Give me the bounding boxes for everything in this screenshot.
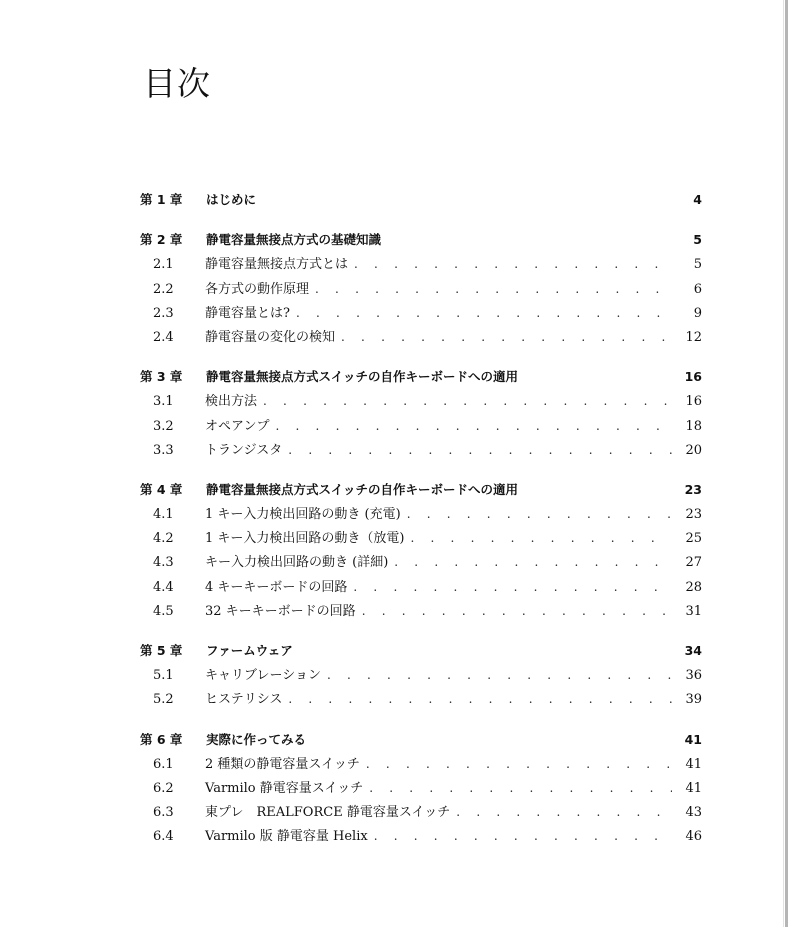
section-title: 2 種類の静電容量スイッチ (205, 756, 360, 772)
chapter-page-number: 41 (684, 731, 702, 747)
dot-leader (263, 389, 672, 413)
toc-chapter-entry[interactable] (140, 639, 702, 663)
toc-section-entry[interactable] (140, 438, 702, 462)
toc-chapter (140, 228, 702, 349)
dot-leader (374, 824, 672, 848)
section-title: キャリブレーション (205, 668, 321, 684)
section-page-number: 12 (685, 329, 702, 345)
section-title: キー入力検出回路の動き (詳細) (205, 555, 389, 571)
section-number: 6.3 (153, 805, 174, 821)
toc-section-entry[interactable] (140, 414, 702, 438)
section-page-number: 23 (685, 507, 702, 523)
chapter-number: 第 2 章 (140, 232, 183, 248)
chapter-page-number: 4 (693, 192, 702, 207)
section-title: 1 キー入力検出回路の動き（放電) (205, 531, 405, 547)
dot-leader (354, 252, 672, 276)
section-number: 2.4 (153, 329, 174, 345)
section-page-number: 41 (685, 780, 702, 796)
toc-section-entry[interactable] (140, 752, 702, 776)
section-page-number: 36 (685, 668, 702, 684)
section-title: ヒステリシス (205, 692, 283, 708)
toc-section-entry[interactable] (140, 325, 702, 349)
section-page-number: 31 (685, 603, 702, 619)
toc-title: 目次 (143, 64, 211, 103)
section-page-number: 28 (685, 579, 702, 595)
chapter-number: 第 6 章 (140, 731, 183, 747)
chapter-page-number: 23 (684, 481, 702, 497)
dot-leader (353, 575, 672, 599)
dot-leader (275, 414, 672, 438)
section-number: 2.1 (153, 257, 174, 273)
section-number: 3.2 (153, 418, 174, 434)
section-title: 4 キーキーボードの回路 (205, 579, 348, 595)
section-number: 4.4 (153, 579, 174, 595)
section-page-number: 6 (693, 281, 702, 297)
section-number: 5.2 (153, 692, 174, 708)
section-number: 5.1 (153, 668, 174, 684)
section-page-number: 27 (685, 555, 702, 571)
section-title: 静電容量とは? (205, 305, 290, 321)
dot-leader (394, 550, 672, 574)
chapter-title: 実際に作ってみる (206, 731, 307, 747)
section-title: 静電容量無接点方式とは (205, 257, 349, 273)
section-title: Varmilo 版 静電容量 Helix (205, 829, 368, 845)
section-title: 各方式の動作原理 (205, 281, 310, 297)
section-page-number: 46 (685, 829, 702, 845)
dot-leader (410, 526, 672, 550)
chapter-page-number: 34 (684, 643, 702, 658)
section-page-number: 39 (685, 692, 702, 708)
section-title: 検出方法 (205, 394, 258, 410)
dot-leader (288, 687, 672, 711)
chapter-title: はじめに (206, 192, 257, 207)
chapter-number: 第 4 章 (140, 481, 183, 497)
toc-chapter (140, 728, 702, 849)
section-number: 4.2 (153, 531, 174, 547)
chapter-title: 静電容量無接点方式の基礎知識 (206, 232, 382, 248)
section-page-number: 20 (685, 442, 702, 458)
toc-section-entry[interactable] (140, 252, 702, 276)
toc-section-entry[interactable] (140, 663, 702, 687)
section-number: 4.3 (153, 555, 174, 571)
section-title: トランジスタ (205, 442, 283, 458)
dot-leader (407, 502, 672, 526)
toc-chapter (140, 365, 702, 462)
section-page-number: 16 (685, 394, 702, 410)
toc-section-entry[interactable] (140, 599, 702, 623)
toc-chapter-entry[interactable] (140, 728, 702, 752)
dot-leader (456, 800, 672, 824)
table-of-contents (140, 188, 702, 865)
section-page-number: 43 (685, 805, 702, 821)
chapter-title: ファームウェア (206, 643, 293, 658)
dot-leader (366, 752, 672, 776)
section-page-number: 5 (693, 257, 702, 273)
toc-section-entry[interactable] (140, 776, 702, 800)
toc-chapter-entry[interactable] (140, 188, 702, 212)
toc-section-entry[interactable] (140, 575, 702, 599)
section-number: 2.3 (153, 305, 174, 321)
section-number: 6.1 (153, 756, 174, 772)
section-title: オペアンプ (205, 418, 270, 434)
dot-leader (341, 325, 672, 349)
dot-leader (315, 277, 672, 301)
section-title: 静電容量の変化の検知 (205, 329, 336, 345)
chapter-page-number: 16 (684, 369, 702, 385)
section-number: 4.5 (153, 603, 174, 619)
section-title: Varmilo 静電容量スイッチ (205, 780, 364, 796)
toc-section-entry[interactable] (140, 301, 702, 325)
chapter-title: 静電容量無接点方式スイッチの自作キーボードへの適用 (206, 481, 519, 497)
section-page-number: 25 (685, 531, 702, 547)
chapter-number: 第 1 章 (140, 192, 183, 207)
toc-section-entry[interactable] (140, 824, 702, 848)
section-number: 4.1 (153, 507, 174, 523)
section-number: 6.2 (153, 780, 174, 796)
section-page-number: 18 (685, 418, 702, 434)
chapter-number: 第 3 章 (140, 369, 183, 385)
chapter-number: 第 5 章 (140, 643, 183, 658)
section-number: 3.3 (153, 442, 174, 458)
dot-leader (369, 776, 672, 800)
dot-leader (296, 301, 672, 325)
toc-chapter-entry[interactable] (140, 478, 702, 502)
toc-section-entry[interactable] (140, 389, 702, 413)
chapter-page-number: 5 (693, 232, 702, 248)
toc-chapter-entry[interactable] (140, 228, 702, 252)
section-number: 3.1 (153, 394, 174, 410)
toc-section-entry[interactable] (140, 800, 702, 824)
toc-section-entry[interactable] (140, 687, 702, 711)
toc-chapter (140, 188, 702, 212)
section-title: 32 キーキーボードの回路 (205, 603, 356, 619)
toc-chapter-entry[interactable] (140, 365, 702, 389)
toc-chapter (140, 478, 702, 623)
dot-leader (327, 663, 672, 687)
toc-chapter (140, 639, 702, 712)
toc-section-entry[interactable] (140, 550, 702, 574)
toc-section-entry[interactable] (140, 526, 702, 550)
chapter-title: 静電容量無接点方式スイッチの自作キーボードへの適用 (206, 369, 519, 385)
section-title: 1 キー入力検出回路の動き (充電) (205, 507, 401, 523)
section-page-number: 9 (693, 305, 702, 321)
section-number: 2.2 (153, 281, 174, 297)
toc-section-entry[interactable] (140, 502, 702, 526)
dot-leader (362, 599, 672, 623)
toc-section-entry[interactable] (140, 277, 702, 301)
section-title: 東プレ REALFORCE 静電容量スイッチ (205, 805, 451, 821)
dot-leader (288, 438, 672, 462)
section-number: 6.4 (153, 829, 174, 845)
section-page-number: 41 (685, 756, 702, 772)
